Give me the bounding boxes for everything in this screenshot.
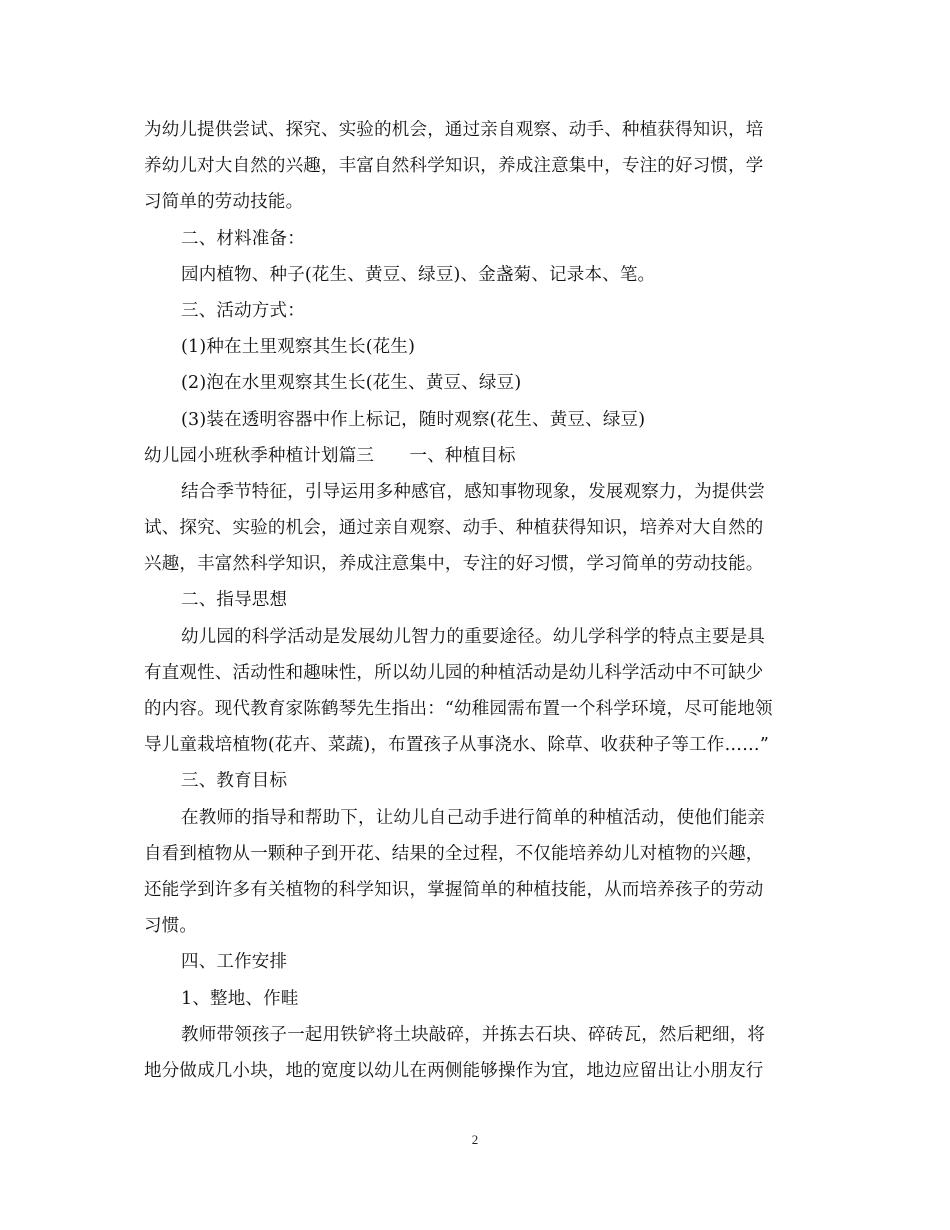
text-line: 的内容。现代教育家陈鹤琴先生指出：“幼稚园需布置一个科学环境，尽可能地领 [144,699,773,719]
text-line: 四、工作安排 [181,952,288,973]
text-line: 习惯。 [144,916,198,937]
text-line: 结合季节特征，引导运用多种感官，感知事物现象，发展观察力，为提供尝 [181,481,766,502]
text-line: (2)泡在水里观察其生长(花生、黄豆、绿豆) [181,373,522,394]
text-line: 幼儿园的科学活动是发展幼儿智力的重要途径。幼儿学科学的特点主要是具 [181,626,766,647]
text-line: 三、教育目标 [181,771,288,792]
text-line: 导儿童栽培植物(花卉、菜蔬)，布置孩子从事浇水、除草、收获种子等工作……” [144,735,769,756]
text-line: 地分做成几小块，地的宽度以幼儿在两侧能够操作为宜，地边应留出让小朋友行 [144,1060,764,1081]
text-line: 在教师的指导和帮助下，让幼儿自己动手进行简单的种植活动，使他们能亲 [181,807,766,828]
page-number: 2 [471,1132,479,1147]
text-line: 为幼儿提供尝试、探究、实验的机会，通过亲自观察、动手、种植获得知识，培 [144,120,764,140]
text-line: 有直观性、活动性和趣味性，所以幼儿园的种植活动是幼儿科学活动中不可缺少 [144,662,764,683]
text-line: 兴趣，丰富然科学知识，养成注意集中，专注的好习惯，学习简单的劳动技能。 [144,554,764,575]
text-line: 幼儿园小班秋季种植计划篇三 一、种植目标 [144,445,516,466]
text-line: 还能学到许多有关植物的科学知识，掌握简单的种植技能，从而培养孩子的劳动 [144,879,764,900]
text-line: 教师带领孩子一起用铁铲将土块敲碎，并拣去石块、碎砖瓦，然后耙细，将 [181,1024,766,1045]
text-line: (1)种在土里观察其生长(花生) [181,337,416,358]
text-line: 1、整地、作畦 [181,988,299,1009]
text-line: 试、探究、实验的机会，通过亲自观察、动手、种植获得知识，培养对大自然的 [144,518,764,539]
text-line: 养幼儿对大自然的兴趣，丰富自然科学知识，养成注意集中，专注的好习惯，学 [144,156,764,177]
text-line: (3)装在透明容器中作上标记，随时观察(花生、黄豆、绿豆) [181,409,646,430]
text-line: 二、材料准备： [181,228,305,249]
text-line: 二、指导思想 [181,590,288,611]
text-line: 园内植物、种子(花生、黄豆、绿豆)、金盏菊、记录本、笔。 [181,264,656,285]
text-line: 习简单的劳动技能。 [144,192,304,213]
document-body [144,112,804,1089]
text-line: 自看到植物从一颗种子到开花、结果的全过程，不仅能培养幼儿对植物的兴趣， [144,843,764,864]
text-line: 三、活动方式： [181,300,305,321]
